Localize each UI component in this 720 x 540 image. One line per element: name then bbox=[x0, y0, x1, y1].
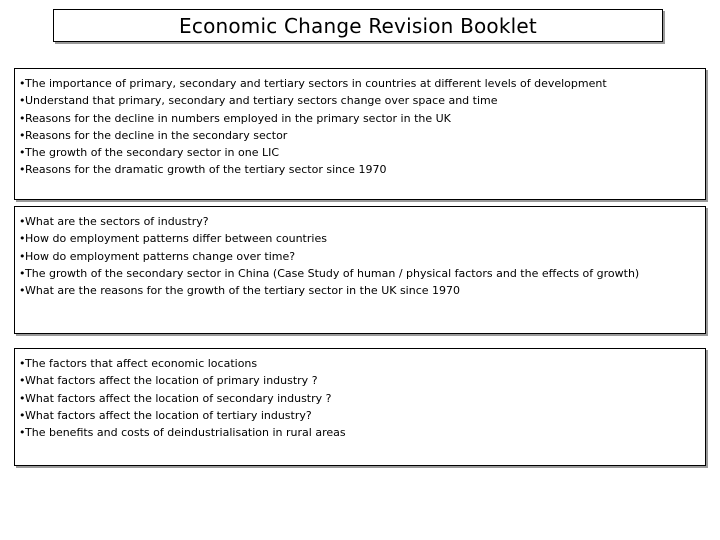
list-item-text: What are the reasons for the growth of the tertiary sector in the UK since 1970 bbox=[25, 284, 461, 298]
bullet-icon: • bbox=[19, 408, 26, 422]
list-item bbox=[19, 265, 705, 282]
list-item bbox=[19, 390, 705, 407]
list-item-text: What factors affect the location of tertiary industry? bbox=[25, 408, 312, 422]
list-item bbox=[19, 127, 705, 144]
list-item bbox=[19, 230, 705, 247]
list-item-text: How do employment patterns change over time? bbox=[25, 249, 296, 263]
bullet-icon: • bbox=[19, 357, 26, 370]
list-item bbox=[19, 282, 705, 299]
bullet-icon: • bbox=[19, 215, 26, 228]
title-box bbox=[53, 9, 663, 42]
bullet-icon: • bbox=[19, 374, 26, 388]
list-item-text: The growth of the secondary sector in one LIC bbox=[25, 146, 280, 160]
list-item bbox=[19, 213, 705, 230]
list-item bbox=[19, 372, 705, 389]
bullet-icon: • bbox=[19, 391, 26, 405]
bullet-icon: • bbox=[19, 249, 26, 263]
list-item bbox=[19, 407, 705, 424]
bullet-icon: • bbox=[19, 232, 26, 246]
list-item bbox=[19, 424, 705, 441]
bullet-icon: • bbox=[19, 94, 26, 108]
list-item-text: The importance of primary, secondary and tertiary sectors in countries at different levels of development bbox=[25, 77, 607, 90]
list-item bbox=[19, 110, 705, 127]
bullet-icon: • bbox=[19, 426, 26, 440]
list-item-text: Reasons for the decline in numbers employed in the primary sector in the UK bbox=[25, 111, 451, 125]
list-item-text: Understand that primary, secondary and tertiary sectors change over space and time bbox=[25, 94, 498, 108]
list-item-text: What factors affect the location of primary industry ? bbox=[25, 374, 318, 388]
list-item-text: The growth of the secondary sector in China (Case Study of human / physical factors and the effects of growth) bbox=[25, 266, 640, 280]
bullet-icon: • bbox=[19, 111, 26, 125]
list-item-text: The benefits and costs of deindustrialisation in rural areas bbox=[25, 426, 346, 440]
bullet-icon: • bbox=[19, 146, 26, 160]
list-item-text: What factors affect the location of secondary industry ? bbox=[25, 391, 332, 405]
list-item bbox=[19, 161, 705, 178]
questions-list bbox=[19, 213, 705, 299]
list-item bbox=[19, 144, 705, 161]
page-title: Economic Change Revision Booklet bbox=[179, 13, 537, 38]
objectives-list bbox=[19, 75, 705, 179]
bullet-icon: • bbox=[19, 266, 26, 280]
bullet-icon: • bbox=[19, 128, 26, 142]
list-item bbox=[19, 75, 705, 92]
location-factors-panel bbox=[14, 348, 706, 466]
list-item-text: How do employment patterns differ between countries bbox=[25, 232, 327, 246]
factors-list bbox=[19, 355, 705, 441]
key-questions-panel bbox=[14, 206, 706, 334]
list-item-text: The factors that affect economic locations bbox=[25, 357, 258, 370]
list-item bbox=[19, 92, 705, 109]
bullet-icon: • bbox=[19, 77, 26, 90]
list-item-text: Reasons for the dramatic growth of the tertiary sector since 1970 bbox=[25, 163, 387, 177]
bullet-icon: • bbox=[19, 163, 26, 177]
learning-objectives-panel bbox=[14, 68, 706, 200]
list-item bbox=[19, 355, 705, 372]
list-item-text: What are the sectors of industry? bbox=[25, 215, 209, 228]
bullet-icon: • bbox=[19, 284, 26, 298]
list-item-text: Reasons for the decline in the secondary sector bbox=[25, 128, 288, 142]
list-item bbox=[19, 248, 705, 265]
